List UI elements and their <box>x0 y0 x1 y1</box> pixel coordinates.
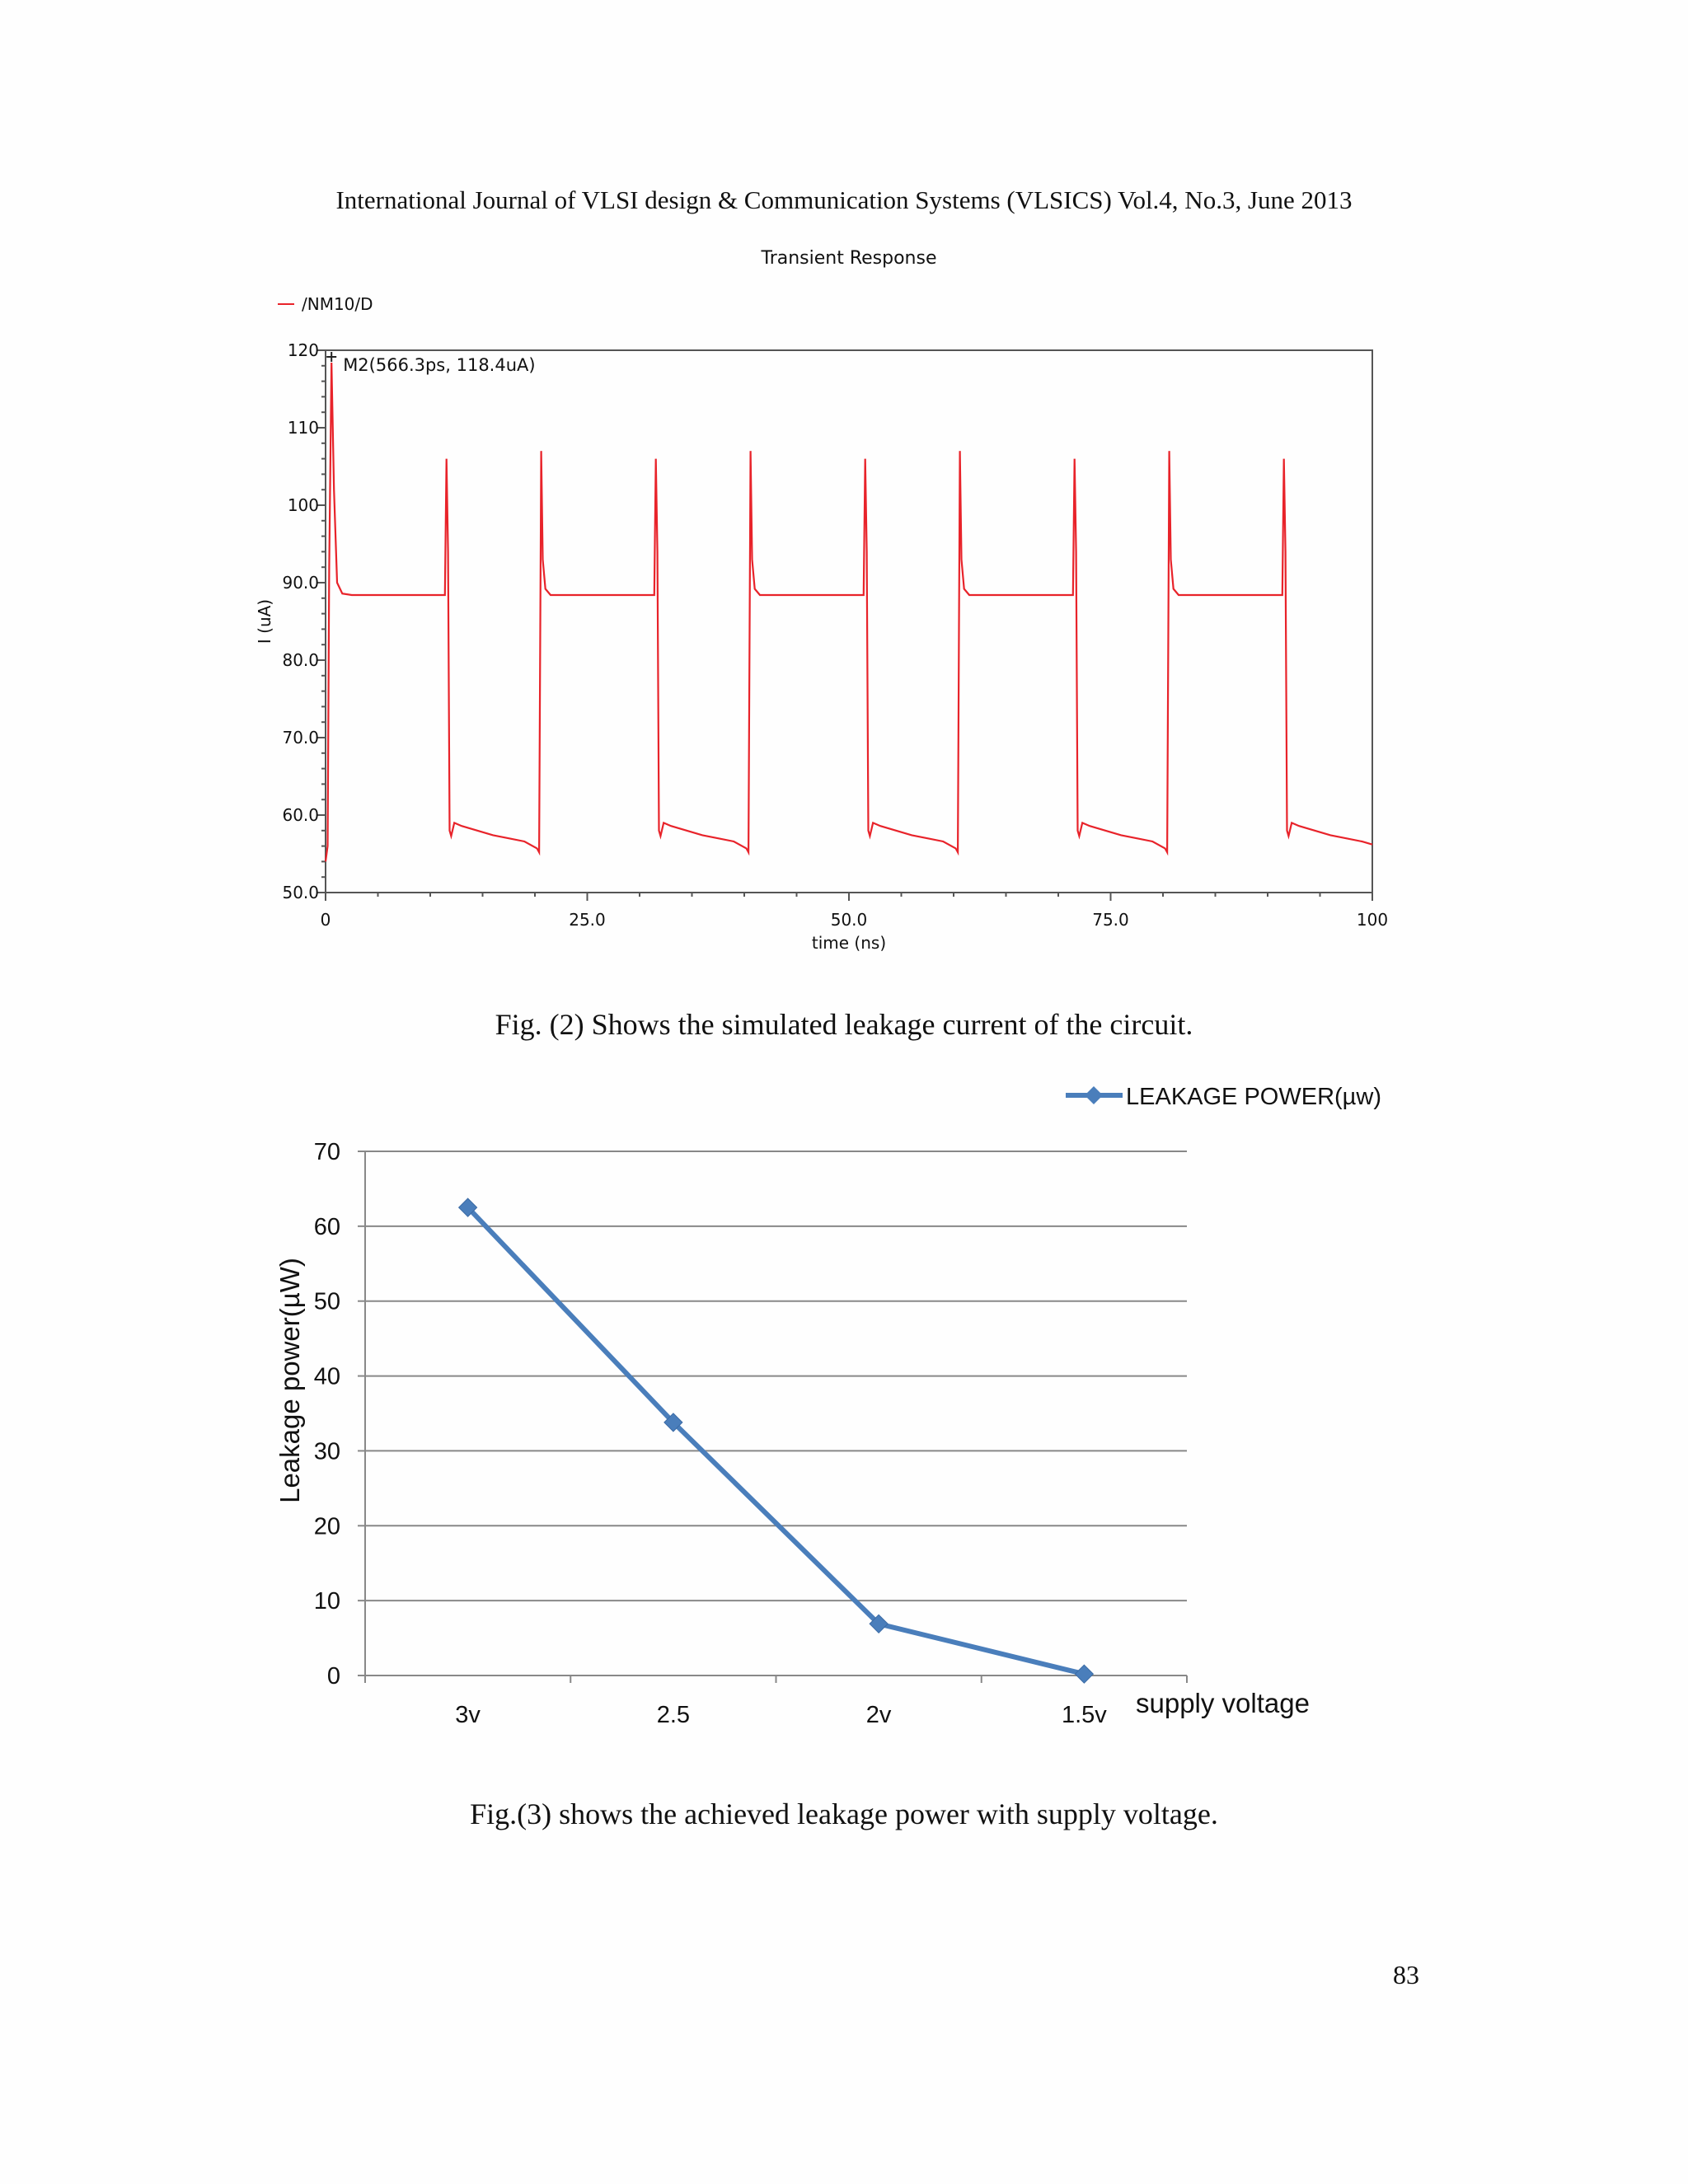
x-tick-label: 3v <box>455 1702 481 1728</box>
data-point-marker <box>1075 1665 1093 1683</box>
y-tick-label: 20 <box>313 1513 340 1540</box>
x-tick-label: 2.5 <box>656 1702 691 1728</box>
y-tick-label: 10 <box>313 1588 340 1615</box>
series-line-leakage-power <box>468 1207 1085 1674</box>
chart-title: Transient Response <box>761 248 937 269</box>
y-tick-label: 90.0 <box>282 573 319 593</box>
journal-header: International Journal of VLSI design & Communication Systems (VLSICS) Vol.4, No.3, June 2013 <box>335 185 1353 214</box>
y-tick-label: 110 <box>287 418 319 438</box>
y-tick-label: 80.0 <box>282 650 319 670</box>
y-tick-label: 70 <box>313 1139 340 1165</box>
marker-label: M2(566.3ps, 118.4uA) <box>343 355 536 375</box>
y-tick-label: 50.0 <box>282 883 319 902</box>
y-axis-label: I (uA) <box>255 598 274 644</box>
x-tick-label: 2v <box>865 1702 892 1728</box>
y-tick-label: 100 <box>287 495 319 515</box>
y-tick-label: 60.0 <box>282 805 319 825</box>
y-tick-label: 70.0 <box>282 728 319 748</box>
y-tick-label: 40 <box>313 1363 340 1390</box>
y-axis-label: Leakage power(µW) <box>274 1258 305 1503</box>
y-tick-label: 30 <box>313 1438 340 1465</box>
figure-3-caption: Fig.(3) shows the achieved leakage power with supply voltage. <box>470 1797 1218 1830</box>
legend-swatch-marker <box>1085 1086 1103 1104</box>
figure-2-caption: Fig. (2) Shows the simulated leakage current of the circuit. <box>495 1008 1193 1041</box>
x-tick-label: 0 <box>320 910 331 930</box>
x-axis-label: time (ns) <box>811 933 887 953</box>
x-tick-label: 25.0 <box>569 910 606 930</box>
y-tick-label: 60 <box>313 1213 340 1240</box>
y-tick-label: 0 <box>326 1663 340 1690</box>
x-tick-label: 75.0 <box>1092 910 1129 930</box>
legend-label: LEAKAGE POWER(µw) <box>1126 1084 1381 1110</box>
x-tick-label: 50.0 <box>830 910 868 930</box>
y-tick-label: 50 <box>313 1288 340 1315</box>
x-tick-label: 1.5v <box>1061 1702 1107 1728</box>
x-tick-label: 100 <box>1356 910 1389 930</box>
legend-label: /NM10/D <box>302 294 373 314</box>
y-tick-label: 120 <box>287 340 319 360</box>
x-axis-label: supply voltage <box>1136 1688 1310 1718</box>
page-number: 83 <box>1393 1960 1419 1990</box>
